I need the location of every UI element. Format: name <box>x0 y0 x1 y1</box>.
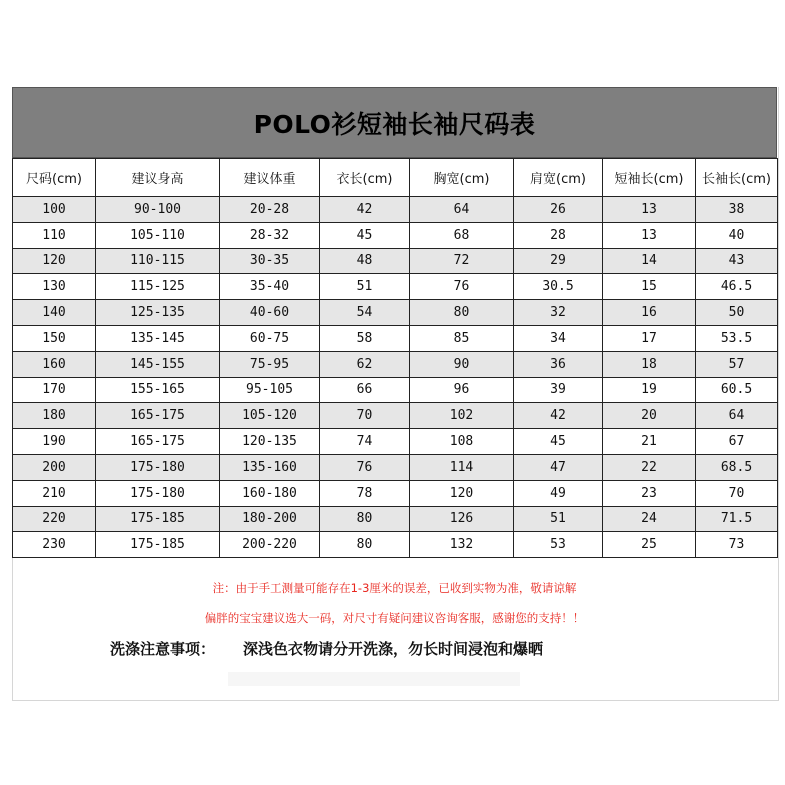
table-cell: 145-155 <box>96 351 220 377</box>
table-cell: 64 <box>410 197 514 223</box>
table-cell: 220 <box>13 506 96 532</box>
table-cell: 135-145 <box>96 325 220 351</box>
table-cell: 16 <box>603 300 696 326</box>
table-cell: 130 <box>13 274 96 300</box>
column-header: 长袖长(cm) <box>696 159 778 197</box>
table-cell: 96 <box>410 377 514 403</box>
table-cell: 108 <box>410 429 514 455</box>
table-cell: 105-110 <box>96 222 220 248</box>
table-cell: 20 <box>603 403 696 429</box>
table-row <box>13 454 778 480</box>
table-cell: 80 <box>320 532 410 558</box>
table-cell: 110 <box>13 222 96 248</box>
table-cell: 160-180 <box>220 480 320 506</box>
table-cell: 70 <box>320 403 410 429</box>
table-cell: 230 <box>13 532 96 558</box>
table-cell: 210 <box>13 480 96 506</box>
table-cell: 28 <box>514 222 603 248</box>
table-cell: 26 <box>514 197 603 223</box>
column-header: 建议身高 <box>96 159 220 197</box>
table-cell: 85 <box>410 325 514 351</box>
table-cell: 67 <box>696 429 778 455</box>
table-row <box>13 506 778 532</box>
table-cell: 110-115 <box>96 248 220 274</box>
table-cell: 54 <box>320 300 410 326</box>
table-cell: 76 <box>410 274 514 300</box>
table-cell: 39 <box>514 377 603 403</box>
table-cell: 200 <box>13 454 96 480</box>
table-cell: 126 <box>410 506 514 532</box>
note-line-1: 注：由于手工测量可能存在1-3厘米的误差，已收到实物为准，敬请谅解 <box>212 581 577 595</box>
table-cell: 50 <box>696 300 778 326</box>
table-cell: 46.5 <box>696 274 778 300</box>
table-cell: 34 <box>514 325 603 351</box>
table-row <box>13 377 778 403</box>
table-cell: 165-175 <box>96 403 220 429</box>
table-cell: 115-125 <box>96 274 220 300</box>
table-cell: 135-160 <box>220 454 320 480</box>
table-cell: 78 <box>320 480 410 506</box>
column-header: 建议体重 <box>220 159 320 197</box>
table-cell: 120-135 <box>220 429 320 455</box>
table-cell: 80 <box>320 506 410 532</box>
table-body <box>13 197 778 558</box>
table-cell: 53.5 <box>696 325 778 351</box>
table-cell: 132 <box>410 532 514 558</box>
washing-text: 深浅色衣物请分开洗涤，勿长时间浸泡和爆晒 <box>243 640 544 658</box>
table-cell: 64 <box>696 403 778 429</box>
table-cell: 43 <box>696 248 778 274</box>
table-row <box>13 325 778 351</box>
size-table <box>12 158 778 558</box>
table-cell: 24 <box>603 506 696 532</box>
table-cell: 175-180 <box>96 454 220 480</box>
table-row <box>13 248 778 274</box>
table-cell: 49 <box>514 480 603 506</box>
column-header: 短袖长(cm) <box>603 159 696 197</box>
table-cell: 17 <box>603 325 696 351</box>
table-cell: 80 <box>410 300 514 326</box>
table-cell: 60.5 <box>696 377 778 403</box>
table-cell: 68.5 <box>696 454 778 480</box>
washing-instructions <box>110 638 730 659</box>
table-cell: 28-32 <box>220 222 320 248</box>
faint-band <box>228 672 520 686</box>
table-cell: 36 <box>514 351 603 377</box>
table-cell: 175-185 <box>96 506 220 532</box>
table-cell: 38 <box>696 197 778 223</box>
table-cell: 170 <box>13 377 96 403</box>
table-row <box>13 300 778 326</box>
table-row <box>13 532 778 558</box>
table-cell: 35-40 <box>220 274 320 300</box>
table-cell: 45 <box>320 222 410 248</box>
table-cell: 165-175 <box>96 429 220 455</box>
table-cell: 95-105 <box>220 377 320 403</box>
table-cell: 48 <box>320 248 410 274</box>
header-row <box>13 159 778 197</box>
table-cell: 66 <box>320 377 410 403</box>
table-row <box>13 274 778 300</box>
table-cell: 40-60 <box>220 300 320 326</box>
table-cell: 90-100 <box>96 197 220 223</box>
table-cell: 105-120 <box>220 403 320 429</box>
table-cell: 42 <box>320 197 410 223</box>
table-cell: 160 <box>13 351 96 377</box>
column-header: 衣长(cm) <box>320 159 410 197</box>
table-cell: 90 <box>410 351 514 377</box>
column-header: 肩宽(cm) <box>514 159 603 197</box>
table-cell: 40 <box>696 222 778 248</box>
table-cell: 75-95 <box>220 351 320 377</box>
table-cell: 13 <box>603 197 696 223</box>
table-cell: 18 <box>603 351 696 377</box>
table-cell: 13 <box>603 222 696 248</box>
table-row <box>13 403 778 429</box>
table-cell: 102 <box>410 403 514 429</box>
table-cell: 120 <box>13 248 96 274</box>
table-row <box>13 197 778 223</box>
column-header: 胸宽(cm) <box>410 159 514 197</box>
table-row <box>13 351 778 377</box>
table-cell: 150 <box>13 325 96 351</box>
table-cell: 71.5 <box>696 506 778 532</box>
table-cell: 32 <box>514 300 603 326</box>
table-cell: 47 <box>514 454 603 480</box>
table-cell: 51 <box>514 506 603 532</box>
table-cell: 58 <box>320 325 410 351</box>
table-cell: 200-220 <box>220 532 320 558</box>
table-cell: 19 <box>603 377 696 403</box>
table-row <box>13 429 778 455</box>
table-cell: 23 <box>603 480 696 506</box>
table-cell: 74 <box>320 429 410 455</box>
table-cell: 70 <box>696 480 778 506</box>
table-cell: 30.5 <box>514 274 603 300</box>
table-cell: 51 <box>320 274 410 300</box>
table-row <box>13 222 778 248</box>
table-cell: 60-75 <box>220 325 320 351</box>
table-cell: 15 <box>603 274 696 300</box>
title-bar <box>12 87 777 158</box>
table-cell: 140 <box>13 300 96 326</box>
table-cell: 175-185 <box>96 532 220 558</box>
table-cell: 114 <box>410 454 514 480</box>
table-cell: 68 <box>410 222 514 248</box>
table-cell: 180 <box>13 403 96 429</box>
note-line-2: 偏胖的宝宝建议选大一码，对尺寸有疑问建议咨询客服，感谢您的支持！！ <box>204 611 585 625</box>
column-header: 尺码(cm) <box>13 159 96 197</box>
table-cell: 100 <box>13 197 96 223</box>
table-cell: 20-28 <box>220 197 320 223</box>
table-cell: 73 <box>696 532 778 558</box>
table-cell: 72 <box>410 248 514 274</box>
table-cell: 29 <box>514 248 603 274</box>
table-cell: 175-180 <box>96 480 220 506</box>
table-row <box>13 480 778 506</box>
table-cell: 42 <box>514 403 603 429</box>
chart-title: POLO衫短袖长袖尺码表 <box>253 109 536 139</box>
table-cell: 30-35 <box>220 248 320 274</box>
washing-label: 洗涤注意事项： <box>110 640 216 658</box>
table-cell: 155-165 <box>96 377 220 403</box>
table-cell: 45 <box>514 429 603 455</box>
table-cell: 53 <box>514 532 603 558</box>
table-cell: 57 <box>696 351 778 377</box>
table-cell: 76 <box>320 454 410 480</box>
table-cell: 25 <box>603 532 696 558</box>
table-cell: 120 <box>410 480 514 506</box>
table-cell: 125-135 <box>96 300 220 326</box>
table-cell: 180-200 <box>220 506 320 532</box>
table-cell: 62 <box>320 351 410 377</box>
table-cell: 22 <box>603 454 696 480</box>
table-cell: 190 <box>13 429 96 455</box>
table-cell: 21 <box>603 429 696 455</box>
table-cell: 14 <box>603 248 696 274</box>
